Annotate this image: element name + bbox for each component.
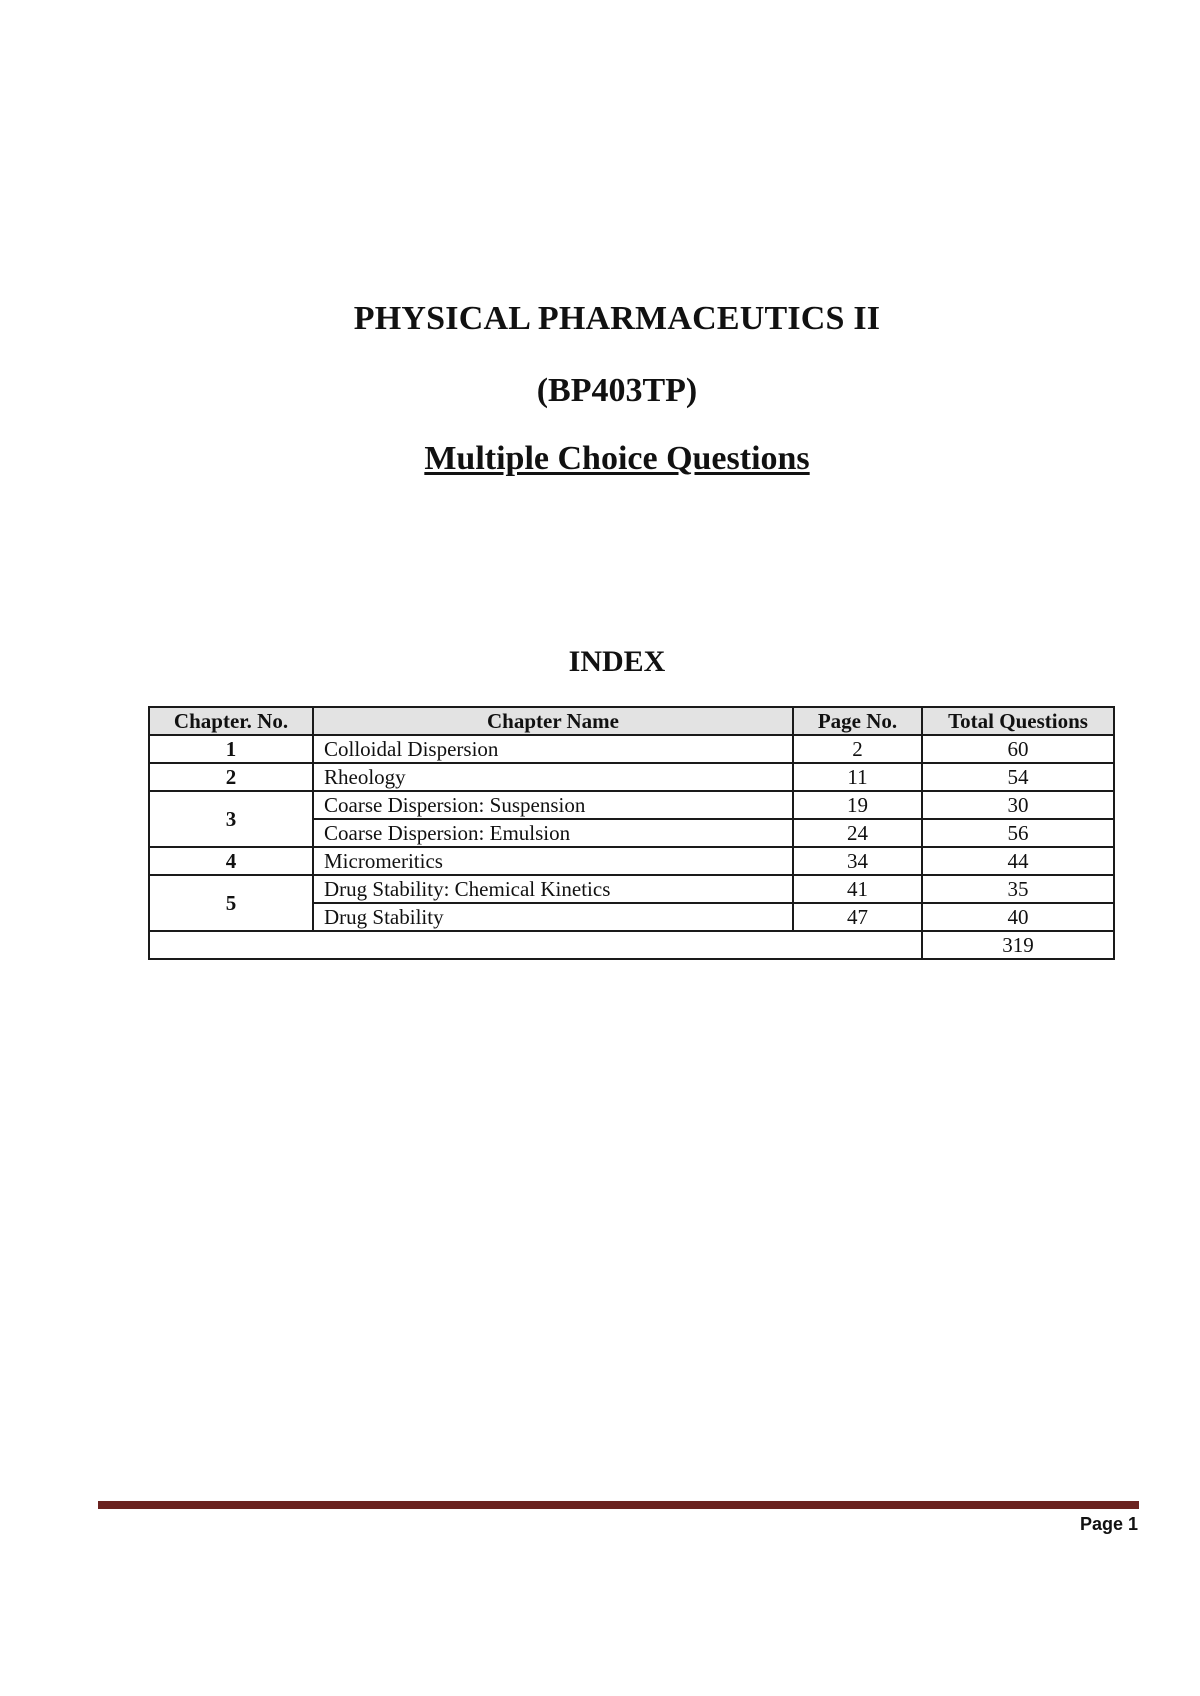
table-row bbox=[149, 875, 1114, 903]
chapter-name: Drug Stability: Chemical Kinetics bbox=[313, 875, 793, 903]
page-number: 2 bbox=[793, 735, 922, 763]
total-label-cell bbox=[149, 931, 922, 959]
chapter-number: 1 bbox=[149, 735, 313, 763]
page-number-label: Page 1 bbox=[1079, 1514, 1138, 1534]
header-page-no: Page No. bbox=[793, 707, 922, 735]
chapter-number: 2 bbox=[149, 763, 313, 791]
index-heading: INDEX bbox=[568, 645, 666, 678]
header-chapter-no: Chapter. No. bbox=[149, 707, 313, 735]
chapter-number: 5 bbox=[149, 875, 313, 931]
total-questions: 319 bbox=[922, 931, 1114, 959]
course-code: (BP403TP) bbox=[536, 372, 698, 409]
chapter-name: Drug Stability bbox=[313, 903, 793, 931]
question-count: 40 bbox=[922, 903, 1114, 931]
page-number: 41 bbox=[793, 875, 922, 903]
index-table bbox=[148, 706, 1115, 960]
footer-rule bbox=[98, 1501, 1139, 1509]
question-count: 44 bbox=[922, 847, 1114, 875]
question-count: 54 bbox=[922, 763, 1114, 791]
document-subtitle: Multiple Choice Questions bbox=[424, 440, 810, 477]
page-number: 19 bbox=[793, 791, 922, 819]
header-chapter-name: Chapter Name bbox=[313, 707, 793, 735]
question-count: 30 bbox=[922, 791, 1114, 819]
table-row bbox=[149, 735, 1114, 763]
table-header-row bbox=[149, 707, 1114, 735]
document-title: PHYSICAL PHARMACEUTICS II bbox=[353, 300, 881, 337]
page-number: 11 bbox=[793, 763, 922, 791]
page-number: 34 bbox=[793, 847, 922, 875]
chapter-name: Coarse Dispersion: Emulsion bbox=[313, 819, 793, 847]
question-count: 60 bbox=[922, 735, 1114, 763]
page-number: 47 bbox=[793, 903, 922, 931]
chapter-name: Rheology bbox=[313, 763, 793, 791]
chapter-name: Coarse Dispersion: Suspension bbox=[313, 791, 793, 819]
question-count: 56 bbox=[922, 819, 1114, 847]
table-row bbox=[149, 791, 1114, 819]
table-row bbox=[149, 763, 1114, 791]
chapter-name: Micromeritics bbox=[313, 847, 793, 875]
question-count: 35 bbox=[922, 875, 1114, 903]
chapter-number: 3 bbox=[149, 791, 313, 847]
total-row bbox=[149, 931, 1114, 959]
table-row bbox=[149, 847, 1114, 875]
header-total-questions: Total Questions bbox=[922, 707, 1114, 735]
page-number: 24 bbox=[793, 819, 922, 847]
chapter-name: Colloidal Dispersion bbox=[313, 735, 793, 763]
chapter-number: 4 bbox=[149, 847, 313, 875]
